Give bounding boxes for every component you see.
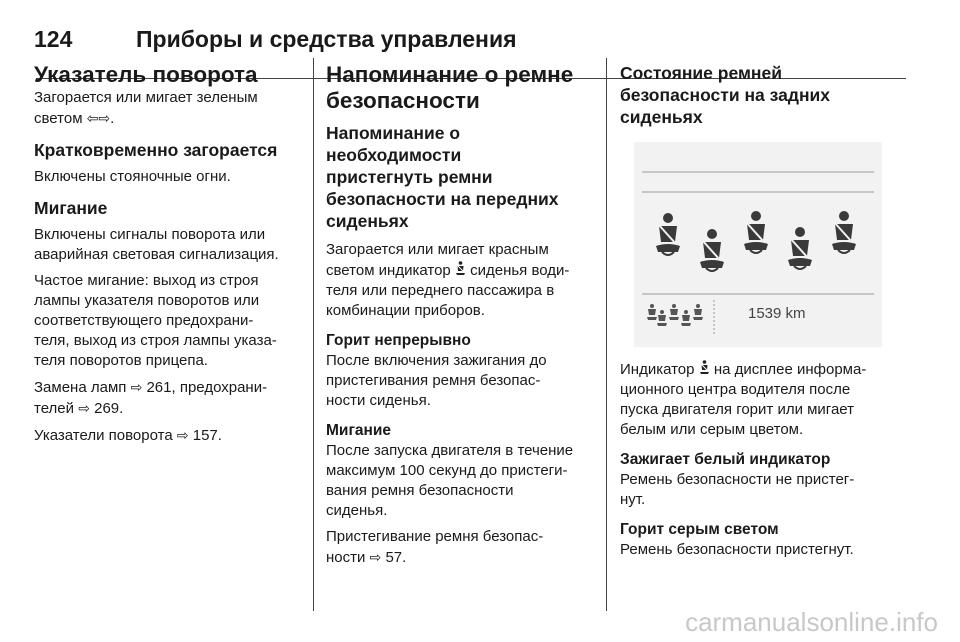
subheading: Напоминание о необходимости	[326, 123, 462, 165]
subheading: безопасности на передних	[326, 189, 559, 209]
paragraph: соответствующего предохрани-	[34, 312, 254, 329]
paragraph: белым или серым цветом.	[620, 421, 804, 438]
paragraph: Загорается или мигает красным	[326, 241, 549, 258]
seatbelt-icon	[455, 260, 466, 280]
section-title-seatbelt-reminder-cont: безопасности	[326, 88, 480, 113]
paragraph: теля, выход из строя лампы указа-	[34, 332, 277, 349]
subheading: Кратковременно загорается	[34, 140, 278, 160]
watermark: carmanualsonline.info	[685, 607, 938, 637]
paragraph: нут.	[620, 491, 646, 508]
subheading: безопасности на задних	[620, 85, 831, 105]
seatbelt-icon	[700, 229, 724, 271]
seatbelt-icon	[699, 359, 710, 379]
seatbelt-icon	[656, 213, 680, 255]
paragraph: пуска двигателя горит или мигает	[620, 401, 855, 418]
paragraph: вания ремня безопасности	[326, 482, 514, 499]
paragraph: Включены стояночные огни.	[34, 168, 231, 185]
subheading: сиденьях	[326, 211, 409, 231]
paragraph: светом ⇦⇨.	[34, 110, 115, 127]
page-number: 124	[34, 26, 73, 52]
column-left	[34, 62, 302, 446]
paragraph: ности сиденья.	[326, 392, 431, 409]
odometer-readout: 1539 km	[748, 305, 806, 322]
reference-arrow-icon: ⇨	[369, 549, 382, 565]
paragraph: Ремень безопасности не пристег-	[620, 471, 855, 488]
subheading: Горит серым светом	[620, 521, 779, 538]
paragraph: После запуска двигателя в течение	[326, 442, 574, 459]
paragraph: Ремень безопасности пристегнут.	[620, 541, 854, 558]
paragraph: теля поворотов прицепа.	[34, 352, 208, 369]
subheading: Мигание	[326, 422, 392, 439]
paragraph: сиденья.	[326, 502, 388, 519]
reference-arrow-icon: ⇨	[176, 427, 189, 443]
paragraph: Индикатор на дисплее информа-	[620, 361, 867, 378]
paragraph: комбинации приборов.	[326, 302, 485, 319]
rear-seatbelt-display-figure	[634, 142, 882, 347]
column-middle	[326, 62, 594, 568]
page-header	[20, 26, 940, 54]
page-title: Приборы и средства управления	[136, 26, 517, 52]
paragraph: максимум 100 секунд до пристеги-	[326, 462, 568, 479]
paragraph: После включения зажигания до	[326, 352, 547, 369]
subheading: Зажигает белый индикатор	[620, 451, 831, 468]
paragraph: Частое мигание: выход из строя	[34, 272, 259, 289]
subheading: сиденьях	[620, 107, 703, 127]
subheading: пристегнуть ремни	[326, 167, 493, 187]
subheading: Состояние ремней	[620, 63, 782, 83]
subheading: Горит непрерывно	[326, 332, 471, 349]
turn-signal-icon: ⇦⇨	[86, 110, 111, 126]
section-title-turn-signal: Указатель поворота	[34, 62, 258, 87]
paragraph: Замена ламп ⇨ 261, предохрани-	[34, 379, 268, 396]
column-divider	[313, 58, 314, 611]
paragraph: ности ⇨ 57.	[326, 549, 407, 566]
paragraph: Указатели поворота ⇨ 157.	[34, 427, 222, 444]
seatbelt-icon	[657, 310, 667, 326]
seatbelt-icon	[832, 211, 856, 253]
paragraph: Загорается или мигает зеленым	[34, 89, 258, 106]
paragraph: Пристегивание ремня безопас-	[326, 528, 544, 545]
paragraph: теля или переднего пассажира в	[326, 282, 555, 299]
reference-arrow-icon: ⇨	[78, 400, 90, 416]
paragraph: светом индикатор сиденья води-	[326, 262, 570, 279]
paragraph: ционного центра водителя после	[620, 381, 851, 398]
section-title-seatbelt-reminder: Напоминание о ремне	[326, 62, 574, 87]
paragraph: аварийная световая сигнализация.	[34, 246, 279, 263]
seatbelt-icon	[681, 310, 691, 326]
column-right	[620, 62, 890, 560]
subheading: Мигание	[34, 198, 108, 218]
paragraph: Включены сигналы поворота или	[34, 226, 266, 243]
seatbelt-icon	[788, 227, 812, 269]
seatbelt-icon	[744, 211, 768, 253]
reference-arrow-icon: ⇨	[130, 379, 143, 395]
paragraph: лампы указателя поворотов или	[34, 292, 260, 309]
seatbelt-icon	[693, 304, 703, 320]
paragraph: телей ⇨ 269.	[34, 400, 124, 417]
column-divider	[606, 58, 607, 611]
seatbelt-icon	[647, 304, 657, 320]
paragraph: пристегивания ремня безопас-	[326, 372, 541, 389]
seatbelt-icon	[669, 304, 679, 320]
